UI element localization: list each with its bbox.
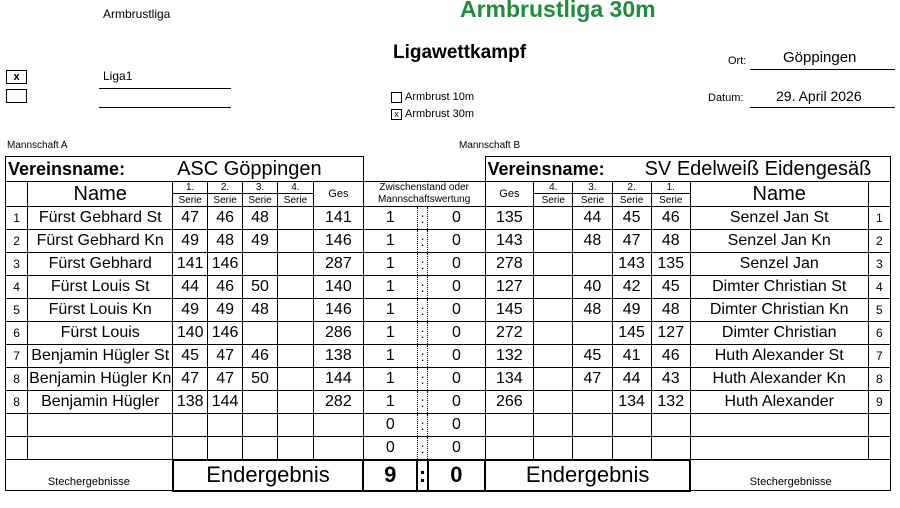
ort-value: Göppingen [783, 49, 857, 66]
score-a-cell[interactable]: 1 [363, 391, 417, 414]
table-row [6, 437, 891, 460]
series-b-1-cell[interactable]: 48 [651, 230, 690, 253]
name-b-cell[interactable]: Senzel Jan [690, 253, 868, 276]
score-b-cell[interactable]: 0 [428, 299, 485, 322]
league-line-1 [99, 88, 231, 89]
series-a-4-cell[interactable] [277, 391, 313, 414]
endergebnis-a: Endergebnis [173, 460, 364, 491]
series-b-3-cell[interactable]: 40 [573, 276, 612, 299]
row-index-a-cell[interactable]: 2 [6, 230, 28, 253]
series-a-1-label: Serie [173, 194, 208, 207]
name-a-header: Name [28, 182, 173, 207]
name-b-cell[interactable] [690, 414, 868, 437]
series-a-2-cell[interactable]: 146 [208, 322, 243, 345]
team-a-club-name: ASC Göppingen [177, 157, 322, 180]
ges-b-cell[interactable]: 145 [485, 299, 534, 322]
score-colon-cell[interactable]: : [417, 345, 428, 368]
score-a-cell[interactable]: 1 [363, 345, 417, 368]
series-b-1-cell[interactable]: 135 [651, 253, 690, 276]
series-a-3-cell[interactable] [243, 322, 278, 345]
table-row [6, 230, 891, 253]
series-b-4-cell[interactable] [534, 299, 573, 322]
ges-b-cell[interactable]: 278 [485, 253, 534, 276]
score-colon-cell[interactable]: : [417, 391, 428, 414]
series-a-1-cell[interactable]: 141 [173, 253, 208, 276]
series-a-1-cell[interactable]: 45 [173, 345, 208, 368]
ges-a-cell[interactable]: 140 [313, 276, 363, 299]
ges-a-cell[interactable]: 144 [313, 368, 363, 391]
name-a-cell[interactable]: Benjamin Hügler St [28, 345, 173, 368]
ort-line [750, 69, 895, 70]
series-b-4-cell[interactable] [534, 207, 573, 230]
score-a-cell[interactable]: 1 [363, 299, 417, 322]
league-2-checkbox[interactable] [6, 89, 27, 103]
row-index-a-cell[interactable] [6, 414, 28, 437]
ges-b-cell[interactable]: 135 [485, 207, 534, 230]
score-a-cell[interactable]: 0 [363, 437, 417, 460]
series-b-3-cell[interactable]: 44 [573, 207, 612, 230]
series-b-2-cell[interactable] [612, 414, 651, 437]
ges-a-cell[interactable] [313, 414, 363, 437]
row-index-a-cell[interactable] [6, 437, 28, 460]
row-index-b-cell[interactable]: 7 [868, 345, 890, 368]
ges-a-cell[interactable]: 282 [313, 391, 363, 414]
armbrust-10m-label: Armbrust 10m [405, 91, 475, 103]
name-a-cell[interactable]: Benjamin Hügler Kn [28, 368, 173, 391]
table-row [6, 391, 891, 414]
series-b-2-cell[interactable]: 44 [612, 368, 651, 391]
series-a-2-cell[interactable]: 47 [208, 368, 243, 391]
series-a-1-cell[interactable]: 44 [173, 276, 208, 299]
armbrust-30m-label: Armbrust 30m [405, 108, 475, 120]
series-b-4-label: Serie [534, 194, 573, 207]
name-a-cell[interactable]: Fürst Louis St [28, 276, 173, 299]
series-b-2-cell[interactable]: 145 [612, 322, 651, 345]
zwischenstand-header-1: Zwischenstand oder [363, 182, 485, 194]
score-colon-cell[interactable]: : [417, 253, 428, 276]
series-a-3-cell[interactable] [243, 437, 278, 460]
series-a-4-cell[interactable] [277, 322, 313, 345]
ges-b-cell[interactable] [485, 437, 534, 460]
score-b-cell[interactable]: 0 [428, 276, 485, 299]
series-b-3-label: Serie [573, 194, 612, 207]
series-a-1-num: 1. [173, 182, 208, 194]
series-a-4-cell[interactable] [277, 368, 313, 391]
score-a-cell[interactable]: 1 [363, 368, 417, 391]
series-a-2-label: Serie [208, 194, 243, 207]
series-b-1-label: Serie [651, 194, 690, 207]
series-b-3-cell[interactable]: 47 [573, 368, 612, 391]
series-a-1-cell[interactable]: 49 [173, 230, 208, 253]
series-a-2-cell[interactable]: 144 [208, 391, 243, 414]
name-b-cell[interactable]: Senzel Jan Kn [690, 230, 868, 253]
series-b-1-cell[interactable]: 132 [651, 391, 690, 414]
score-colon-cell[interactable]: : [417, 437, 428, 460]
series-b-4-cell[interactable] [534, 322, 573, 345]
row-index-b-cell[interactable]: 6 [868, 322, 890, 345]
name-a-cell[interactable]: Fürst Gebhard Kn [28, 230, 173, 253]
series-a-4-cell[interactable] [277, 276, 313, 299]
series-b-3-cell[interactable] [573, 322, 612, 345]
score-b-cell[interactable]: 0 [428, 322, 485, 345]
series-b-1-num: 1. [651, 182, 690, 194]
series-a-3-cell[interactable]: 46 [243, 345, 278, 368]
final-colon: : [417, 460, 428, 491]
row-index-b-cell[interactable]: 2 [868, 230, 890, 253]
score-b-cell[interactable]: 0 [428, 230, 485, 253]
score-colon-cell[interactable]: : [417, 207, 428, 230]
series-a-4-num: 4. [277, 182, 313, 194]
series-b-1-cell[interactable]: 46 [651, 345, 690, 368]
ges-a-cell[interactable]: 286 [313, 322, 363, 345]
series-b-3-num: 3. [573, 182, 612, 194]
team-b-club-name: SV Edelweiß Eidengesäß [644, 157, 872, 180]
ges-b-cell[interactable]: 266 [485, 391, 534, 414]
series-a-2-cell[interactable]: 146 [208, 253, 243, 276]
ges-b-cell[interactable]: 132 [485, 345, 534, 368]
series-a-1-cell[interactable]: 138 [173, 391, 208, 414]
name-b-header: Name [690, 182, 868, 207]
ges-a-cell[interactable] [313, 437, 363, 460]
series-a-3-cell[interactable]: 50 [243, 276, 278, 299]
series-a-2-cell[interactable] [208, 437, 243, 460]
final-score-b: 0 [428, 460, 485, 491]
series-a-4-cell[interactable] [277, 299, 313, 322]
name-a-cell[interactable]: Fürst Louis Kn [28, 299, 173, 322]
datum-label: Datum: [708, 92, 744, 104]
row-index-b-cell[interactable]: 4 [868, 276, 890, 299]
score-b-cell[interactable]: 0 [428, 368, 485, 391]
score-a-cell[interactable]: 1 [363, 230, 417, 253]
name-b-cell[interactable]: Huth Alexander [690, 391, 868, 414]
row-index-a-cell[interactable]: 8 [6, 368, 28, 391]
series-b-2-label: Serie [612, 194, 651, 207]
score-colon-cell[interactable]: : [417, 299, 428, 322]
table-row [6, 368, 891, 391]
series-a-3-cell[interactable]: 48 [243, 207, 278, 230]
score-colon-cell[interactable]: : [417, 414, 428, 437]
ort-label: Ort: [728, 55, 747, 67]
series-a-4-label: Serie [277, 194, 313, 207]
table-row [6, 207, 891, 230]
score-colon-cell[interactable]: : [417, 322, 428, 345]
table-row [6, 345, 891, 368]
series-a-2-cell[interactable]: 47 [208, 345, 243, 368]
series-b-1-cell[interactable] [651, 414, 690, 437]
series-a-3-cell[interactable] [243, 253, 278, 276]
ges-b-cell[interactable]: 143 [485, 230, 534, 253]
series-a-4-cell[interactable] [277, 437, 313, 460]
name-b-cell[interactable]: Huth Alexander St [690, 345, 868, 368]
idx-a-header [6, 182, 28, 207]
score-b-cell[interactable]: 0 [428, 414, 485, 437]
series-a-2-cell[interactable]: 46 [208, 207, 243, 230]
name-a-cell[interactable]: Fürst Louis [28, 322, 173, 345]
series-b-1-cell[interactable] [651, 437, 690, 460]
stechergebnisse-a: Stechergebnisse [6, 460, 173, 491]
series-b-2-cell[interactable]: 143 [612, 253, 651, 276]
team-a-caption: Mannschaft A [7, 140, 68, 151]
series-b-4-cell[interactable] [534, 414, 573, 437]
score-a-cell[interactable]: 1 [363, 276, 417, 299]
series-a-3-cell[interactable]: 49 [243, 230, 278, 253]
series-a-3-cell[interactable] [243, 391, 278, 414]
row-index-b-cell[interactable]: 5 [868, 299, 890, 322]
name-b-cell[interactable]: Dimter Christian [690, 322, 868, 345]
score-a-cell[interactable]: 1 [363, 322, 417, 345]
series-a-1-cell[interactable] [173, 414, 208, 437]
series-b-4-cell[interactable] [534, 276, 573, 299]
series-a-4-cell[interactable] [277, 345, 313, 368]
series-b-3-cell[interactable]: 45 [573, 345, 612, 368]
name-a-cell[interactable]: Fürst Gebhard [28, 253, 173, 276]
armbrust-30m-checkbox[interactable]: x [391, 109, 402, 120]
ges-a-header: Ges [313, 182, 363, 207]
score-a-cell[interactable]: 1 [363, 253, 417, 276]
team-gap-cell [363, 157, 485, 182]
row-index-a-cell[interactable]: 3 [6, 253, 28, 276]
series-b-3-cell[interactable] [573, 253, 612, 276]
series-b-2-cell[interactable]: 41 [612, 345, 651, 368]
ges-a-cell[interactable]: 146 [313, 230, 363, 253]
table-row [6, 299, 891, 322]
series-a-3-label: Serie [243, 194, 278, 207]
ges-b-cell[interactable]: 272 [485, 322, 534, 345]
series-a-2-cell[interactable]: 49 [208, 299, 243, 322]
row-index-b-cell[interactable]: 1 [868, 207, 890, 230]
row-index-a-cell[interactable]: 5 [6, 299, 28, 322]
series-a-1-cell[interactable]: 47 [173, 207, 208, 230]
table-row [6, 414, 891, 437]
series-b-3-cell[interactable]: 48 [573, 230, 612, 253]
ges-a-cell[interactable]: 138 [313, 345, 363, 368]
series-b-2-cell[interactable]: 42 [612, 276, 651, 299]
row-index-b-cell[interactable]: 3 [868, 253, 890, 276]
row-index-a-cell[interactable]: 4 [6, 276, 28, 299]
row-index-a-cell[interactable]: 1 [6, 207, 28, 230]
series-b-2-cell[interactable] [612, 437, 651, 460]
series-b-4-cell[interactable] [534, 368, 573, 391]
series-a-2-num: 2. [208, 182, 243, 194]
zwischenstand-header-2: Mannschaftswertung [363, 194, 485, 207]
endergebnis-b: Endergebnis [485, 460, 690, 491]
score-colon-cell[interactable]: : [417, 368, 428, 391]
series-b-2-num: 2. [612, 182, 651, 194]
ges-a-cell[interactable]: 146 [313, 299, 363, 322]
ges-b-cell[interactable]: 127 [485, 276, 534, 299]
score-a-cell[interactable]: 1 [363, 207, 417, 230]
score-colon-cell[interactable]: : [417, 230, 428, 253]
series-b-4-cell[interactable] [534, 391, 573, 414]
score-rows [6, 207, 891, 460]
page-subtitle: Ligawettkampf [393, 42, 527, 63]
row-index-b-cell[interactable]: 8 [868, 368, 890, 391]
series-a-4-cell[interactable] [277, 414, 313, 437]
series-a-4-cell[interactable] [277, 253, 313, 276]
name-a-cell[interactable]: Benjamin Hügler [28, 391, 173, 414]
score-b-cell[interactable]: 0 [428, 207, 485, 230]
name-b-cell[interactable]: Dimter Christian St [690, 276, 868, 299]
series-b-4-cell[interactable] [534, 345, 573, 368]
series-b-3-cell[interactable] [573, 414, 612, 437]
series-a-2-cell[interactable] [208, 414, 243, 437]
league-line-2 [99, 107, 231, 108]
series-a-1-cell[interactable]: 140 [173, 322, 208, 345]
name-b-cell[interactable] [690, 437, 868, 460]
series-a-1-cell[interactable]: 49 [173, 299, 208, 322]
series-a-3-num: 3. [243, 182, 278, 194]
score-a-cell[interactable]: 0 [363, 414, 417, 437]
name-a-cell[interactable]: Fürst Gebhard St [28, 207, 173, 230]
score-b-cell[interactable]: 0 [428, 391, 485, 414]
series-b-1-cell[interactable]: 48 [651, 299, 690, 322]
table-row [6, 253, 891, 276]
row-index-b-cell[interactable] [868, 414, 890, 437]
ges-a-cell[interactable]: 141 [313, 207, 363, 230]
series-b-3-cell[interactable] [573, 437, 612, 460]
score-b-cell[interactable]: 0 [428, 253, 485, 276]
name-a-cell[interactable] [28, 437, 173, 460]
score-b-cell[interactable]: 0 [428, 437, 485, 460]
series-a-4-cell[interactable] [277, 207, 313, 230]
ges-a-cell[interactable]: 287 [313, 253, 363, 276]
score-colon-cell[interactable]: : [417, 276, 428, 299]
idx-b-header [868, 182, 890, 207]
name-b-cell[interactable]: Dimter Christian Kn [690, 299, 868, 322]
series-a-4-cell[interactable] [277, 230, 313, 253]
name-a-cell[interactable] [28, 414, 173, 437]
series-b-2-cell[interactable]: 49 [612, 299, 651, 322]
team-a-club-cell [6, 157, 364, 182]
series-b-4-num: 4. [534, 182, 573, 194]
team-b-caption: Mannschaft B [459, 140, 521, 151]
series-a-1-cell[interactable] [173, 437, 208, 460]
team-a-vereinsname-label: Vereinsname: [8, 158, 126, 179]
series-b-1-cell[interactable]: 43 [651, 368, 690, 391]
row-index-b-cell[interactable]: 9 [868, 391, 890, 414]
league-name: Liga1 [103, 69, 133, 83]
datum-line [750, 107, 895, 108]
series-b-1-cell[interactable]: 46 [651, 207, 690, 230]
stechergebnisse-b: Stechergebnisse [690, 460, 890, 491]
row-index-a-cell[interactable]: 6 [6, 322, 28, 345]
final-score-a: 9 [363, 460, 417, 491]
team-b-club-cell [485, 157, 890, 182]
series-b-1-cell[interactable]: 127 [651, 322, 690, 345]
series-b-1-cell[interactable]: 45 [651, 276, 690, 299]
series-a-3-cell[interactable]: 50 [243, 368, 278, 391]
series-b-2-cell[interactable]: 45 [612, 207, 651, 230]
row-index-a-cell[interactable]: 8 [6, 391, 28, 414]
series-b-3-cell[interactable]: 48 [573, 299, 612, 322]
series-b-4-cell[interactable] [534, 253, 573, 276]
ges-b-cell[interactable] [485, 414, 534, 437]
table-row [6, 276, 891, 299]
series-a-3-cell[interactable]: 48 [243, 299, 278, 322]
series-a-1-cell[interactable]: 47 [173, 368, 208, 391]
series-b-4-cell[interactable] [534, 230, 573, 253]
team-b-vereinsname-label: Vereinsname: [487, 158, 605, 179]
score-b-cell[interactable]: 0 [428, 345, 485, 368]
series-a-3-cell[interactable] [243, 414, 278, 437]
armbrust-10m-checkbox[interactable] [391, 92, 402, 103]
table-row [6, 322, 891, 345]
main-title: Armbrustliga 30m [460, 0, 656, 22]
league-type-label: Armbrustliga [103, 7, 171, 21]
datum-value: 29. April 2026 [776, 88, 862, 104]
ges-b-cell[interactable]: 134 [485, 368, 534, 391]
name-b-cell[interactable]: Senzel Jan St [690, 207, 868, 230]
scoresheet-table [5, 156, 891, 492]
series-b-2-cell[interactable]: 134 [612, 391, 651, 414]
series-a-2-cell[interactable]: 46 [208, 276, 243, 299]
series-b-3-cell[interactable] [573, 391, 612, 414]
ges-b-header: Ges [485, 182, 534, 207]
row-index-a-cell[interactable]: 7 [6, 345, 28, 368]
series-b-4-cell[interactable] [534, 437, 573, 460]
series-b-2-cell[interactable]: 47 [612, 230, 651, 253]
name-b-cell[interactable]: Huth Alexander Kn [690, 368, 868, 391]
row-index-b-cell[interactable] [868, 437, 890, 460]
series-a-2-cell[interactable]: 48 [208, 230, 243, 253]
league-1-checkbox[interactable]: x [6, 70, 27, 84]
